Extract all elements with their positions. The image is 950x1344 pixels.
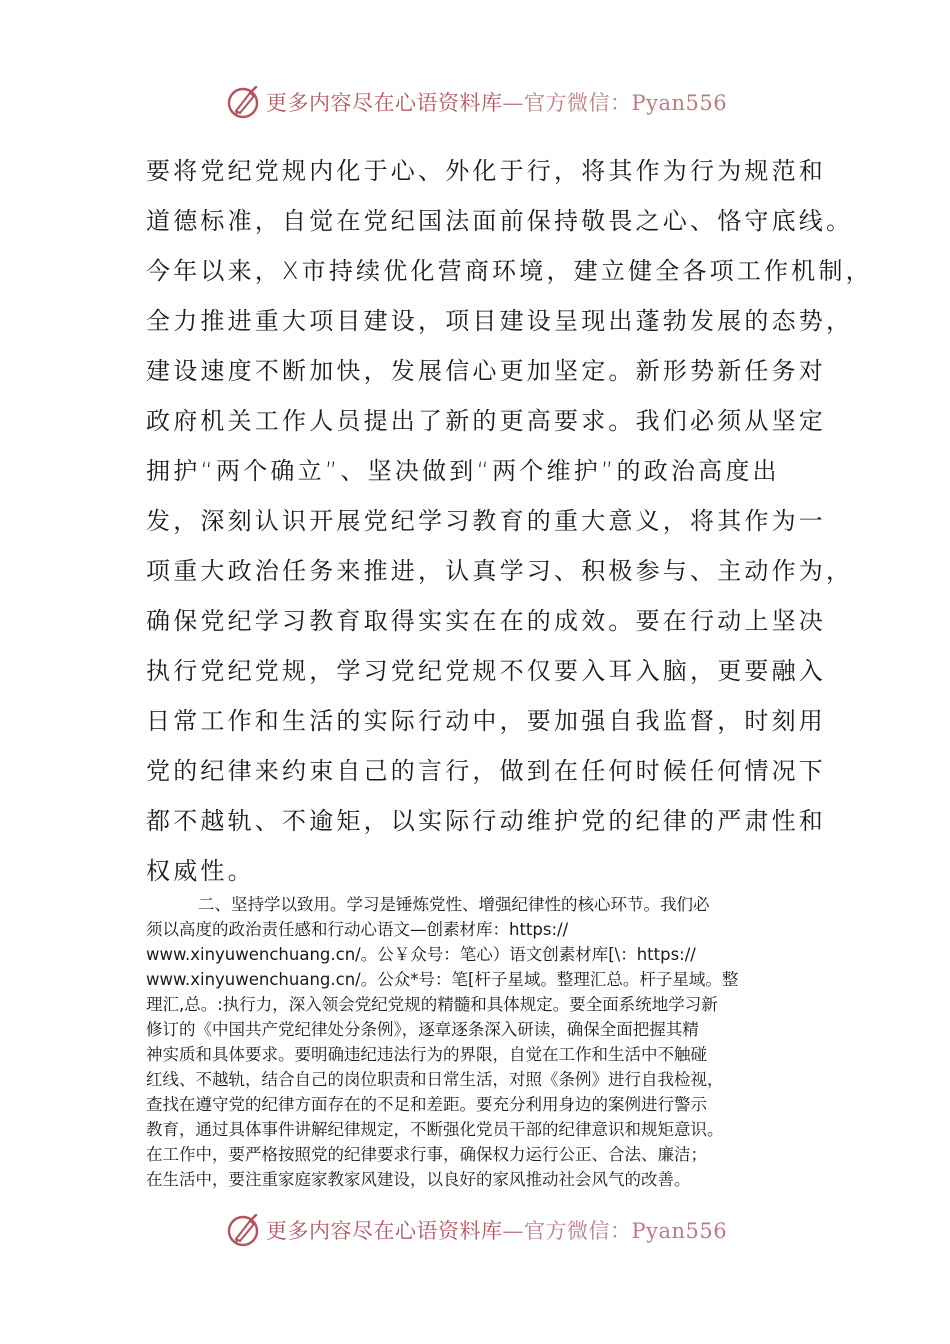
text-line: 在工作中，要严格按照党的纪律要求行事，确保权力运行公正、合法、廉洁； xyxy=(146,1145,707,1164)
footer-watermark-contact: —官方微信：Pyan556 xyxy=(502,1219,728,1243)
text-line: 拥护“两个确立”、坚决做到“两个维护”的政治高度出 xyxy=(146,457,780,485)
text-line: 查找在遵守党的纪律方面存在的不足和差距。要充分利用身边的案例进行警示 xyxy=(146,1095,707,1114)
text-line: 在生活中，要注重家庭家教家风建设，以良好的家风推动社会风气的改善。 xyxy=(146,1170,691,1189)
text-line: 都不越轨、不逾矩，以实际行动维护党的纪律的严肃性和 xyxy=(146,807,826,835)
text-line: 红线、不越轨，结合自己的岗位职责和日常生活，对照《条例》进行自我检视， xyxy=(146,1070,724,1089)
text-line: 政府机关工作人员提出了新的更高要求。我们必须从坚定 xyxy=(146,407,826,435)
text-line: www.xinyuwenchuang.cn/。公￥众号：笔心）语文创素材库[\：https:// xyxy=(146,945,696,964)
text-line: 日常工作和生活的实际行动中，要加强自我监督，时刻用 xyxy=(146,707,826,735)
text-line: 党的纪律来约束自己的言行，做到在任何时候任何情况下 xyxy=(146,757,826,785)
text-line: 全力推进重大项目建设，项目建设呈现出蓬勃发展的态势， xyxy=(146,307,854,335)
text-line: 教育，通过具体事件讲解纪律规定，不断强化党员干部的纪律意识和规矩意识。 xyxy=(146,1120,724,1139)
pen-logo-icon xyxy=(226,1212,262,1248)
body-paragraph-large xyxy=(146,146,873,896)
header-watermark-banner xyxy=(226,82,746,122)
text-line: 建设速度不断加快，发展信心更加坚定。新形势新任务对 xyxy=(146,357,826,385)
text-line: 要将党纪党规内化于心、外化于行，将其作为行为规范和 xyxy=(146,157,826,185)
text-line: 须以高度的政治责任感和行动心语文—创素材库：https:// xyxy=(146,920,569,939)
footer-watermark-banner xyxy=(226,1210,746,1250)
text-line: 二、坚持学以致用。学习是锤炼党性、增强纪律性的核心环节。我们必 xyxy=(198,895,710,914)
body-paragraph-small xyxy=(146,892,816,1192)
pen-logo-icon xyxy=(226,84,262,120)
text-line: 修订的《中国共产党纪律处分条例》，逐章逐条深入研读，确保全面把握其精 xyxy=(146,1020,699,1039)
text-line: 确保党纪学习教育取得实实在在的成效。要在行动上坚决 xyxy=(146,607,826,635)
text-line: 道德标准，自觉在党纪国法面前保持敬畏之心、恪守底线。 xyxy=(146,207,854,235)
text-line: 神实质和具体要求。要明确违纪违法行为的界限，自觉在工作和生活中不触碰 xyxy=(146,1045,707,1064)
text-line: 发，深刻认识开展党纪学习教育的重大意义，将其作为一 xyxy=(146,507,826,535)
text-line: 今年以来，X市持续优化营商环境，建立健全各项工作机制， xyxy=(146,257,873,285)
header-watermark-contact: —官方微信：Pyan556 xyxy=(502,91,728,115)
header-watermark-main: 更多内容尽在心语资料库 xyxy=(266,91,503,115)
text-line: 项重大政治任务来推进，认真学习、积极参与、主动作为， xyxy=(146,557,854,585)
text-line: www.xinyuwenchuang.cn/。公众*号：笔[杆子星域。整理汇总。杆子星域。整 xyxy=(146,970,739,989)
footer-watermark-text xyxy=(266,1215,727,1245)
text-line: 理汇,总。:执行力，深入领会党纪党规的精髓和具体规定。要全面系统地学习新 xyxy=(146,995,718,1014)
text-line: 执行党纪党规，学习党纪党规不仅要入耳入脑，更要融入 xyxy=(146,657,826,685)
footer-watermark-main: 更多内容尽在心语资料库 xyxy=(266,1219,503,1243)
text-line: 权威性。 xyxy=(146,857,255,885)
header-watermark-text xyxy=(266,87,727,117)
